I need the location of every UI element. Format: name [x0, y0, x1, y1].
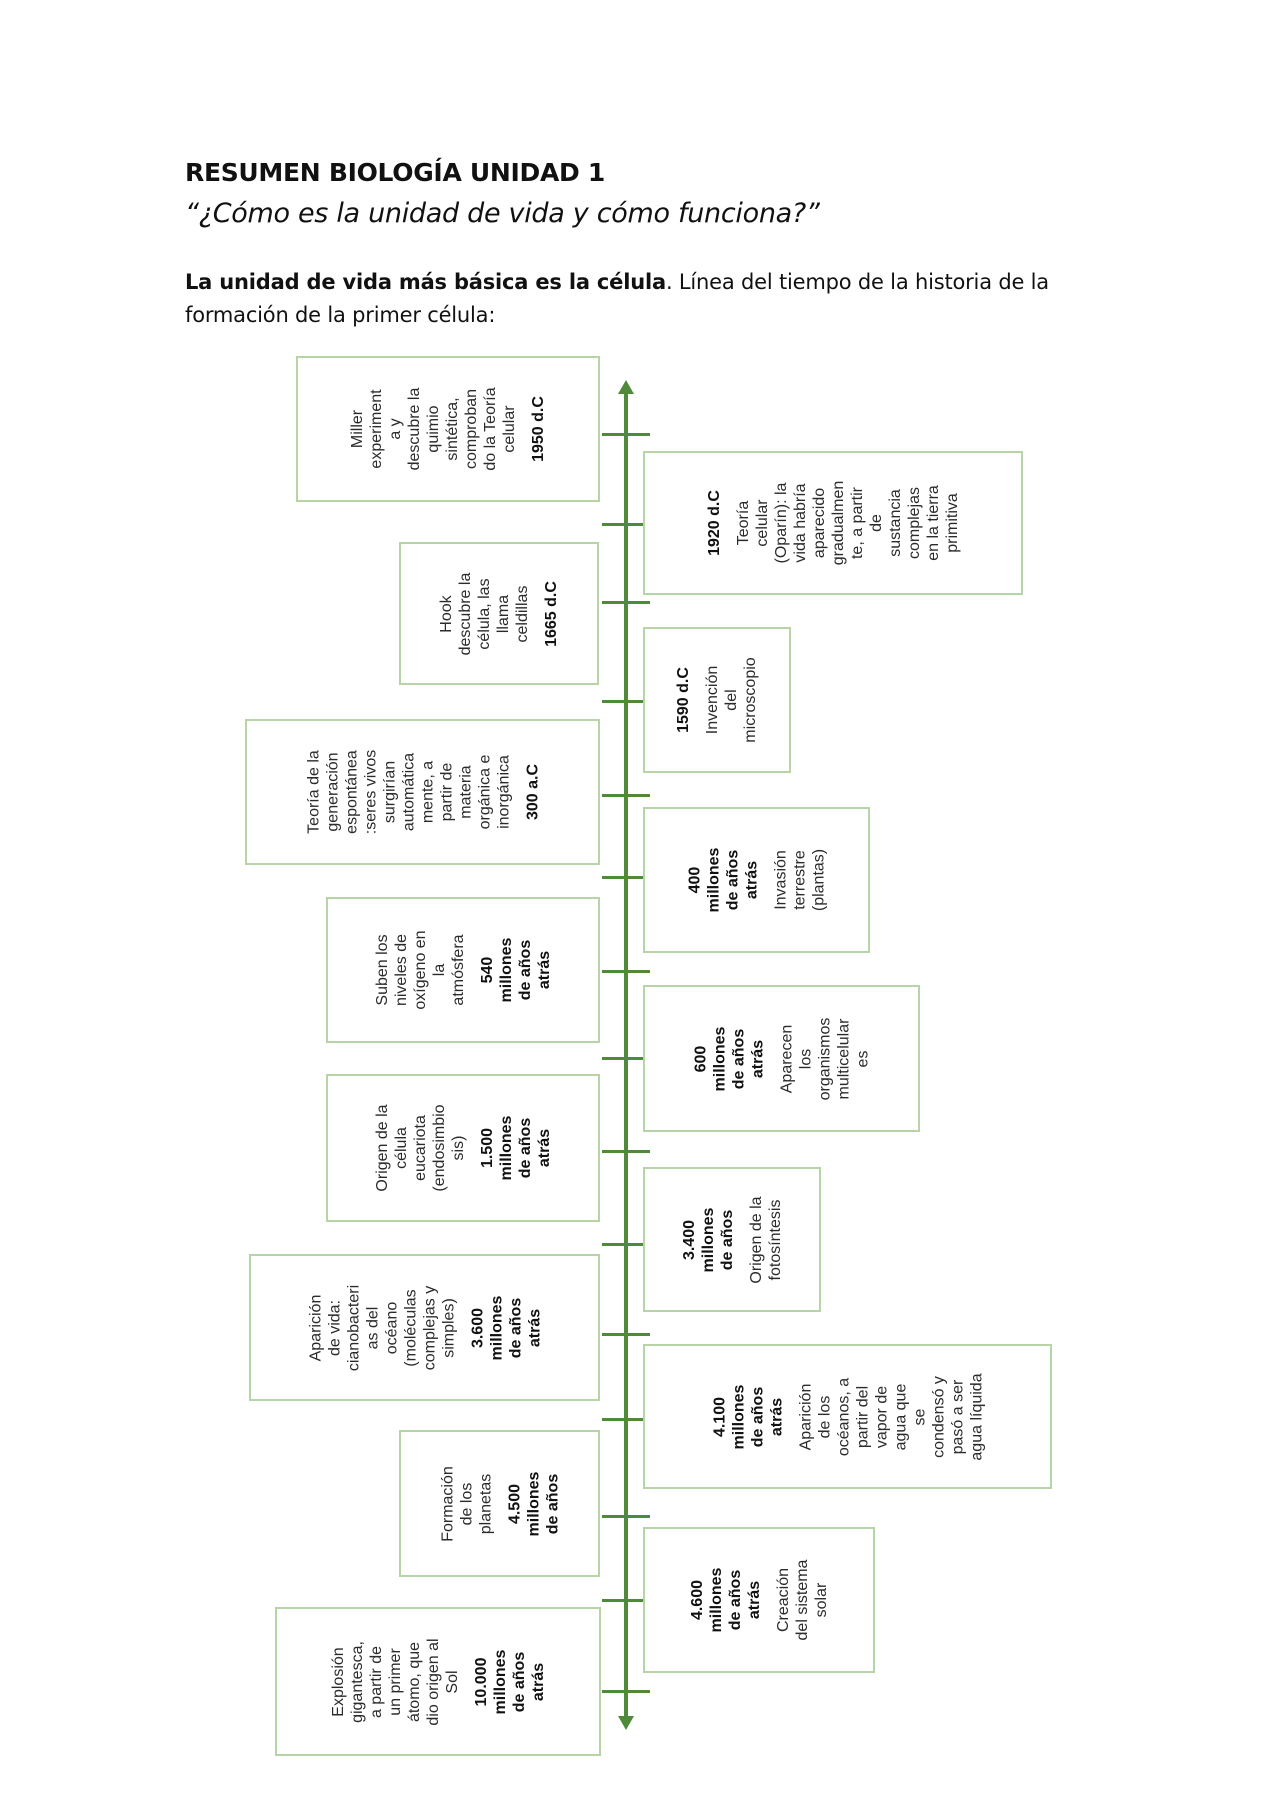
- axis-arrow-up-icon: [618, 380, 634, 394]
- event-desc-line: surgirían: [380, 760, 398, 824]
- event-date-line: de años: [726, 1569, 744, 1631]
- event-date-line: atrás: [529, 1662, 547, 1701]
- timeline-tick: [602, 1515, 650, 1518]
- timeline-tick: [602, 1150, 650, 1153]
- event-desc-line: orgánica e: [475, 754, 493, 830]
- event-desc-line: vida habría: [791, 483, 809, 563]
- timeline-event-card: [399, 1430, 600, 1577]
- event-desc-line: aparecido: [810, 487, 828, 559]
- event-desc-line: se: [910, 1408, 928, 1425]
- event-date-line: de años: [516, 1117, 534, 1179]
- event-date-line: 10.000: [472, 1657, 490, 1706]
- event-date-line: 3.600: [468, 1307, 486, 1348]
- event-desc-line: célula: [392, 1127, 410, 1169]
- event-desc-line: oxígeno en: [411, 930, 429, 1010]
- event-date-line: de años: [718, 1209, 736, 1270]
- timeline-event-card: [296, 356, 600, 502]
- event-desc-line: Aparecen: [778, 1024, 795, 1093]
- event-desc-line: océanos, a: [834, 1377, 852, 1456]
- event-text: [404, 547, 594, 680]
- event-desc-line: Aparición: [306, 1294, 324, 1361]
- event-desc-line: celdillas: [514, 585, 531, 642]
- event-date-line: 1920 d.C: [705, 490, 723, 556]
- event-desc-line: dio origen al: [424, 1637, 442, 1726]
- event-desc-line: celular: [501, 405, 518, 453]
- event-desc-line: del: [723, 689, 740, 711]
- event-desc-line: agua líquida: [967, 1372, 985, 1461]
- event-desc-line: cianobacteri: [344, 1284, 362, 1371]
- event-desc-line: vapor de: [872, 1385, 890, 1448]
- event-text: [648, 1349, 1047, 1484]
- event-date-line: millones: [705, 847, 722, 913]
- event-desc-line: generación: [323, 752, 341, 832]
- event-text: [331, 1079, 595, 1217]
- event-desc-line: pasó a ser: [948, 1379, 966, 1454]
- event-desc-line: océano: [382, 1301, 400, 1354]
- event-date-line: atrás: [525, 1308, 543, 1347]
- event-desc-line: los: [797, 1048, 814, 1069]
- event-date-line: de años: [510, 1651, 528, 1712]
- event-date-line: 3.400: [680, 1219, 698, 1260]
- event-desc-line: del sistema: [793, 1559, 811, 1641]
- event-desc-line: (endosimbio: [430, 1104, 448, 1192]
- event-date-line: 1665 d.C: [543, 580, 560, 647]
- intro-rest: . Línea del tiempo de la historia de la formación de la primer célula:: [185, 270, 1049, 327]
- event-desc-line: Hook: [438, 594, 455, 633]
- event-desc-line: do la Teoría: [482, 387, 499, 471]
- event-text: [648, 812, 865, 948]
- timeline-event-card: [643, 1344, 1052, 1489]
- event-desc-line: fotosíntesis: [766, 1199, 784, 1280]
- event-desc-line: descubre la: [457, 572, 474, 655]
- page-title: RESUMEN BIOLOGÍA UNIDAD 1: [185, 158, 605, 187]
- event-desc-line: gigantesca,: [348, 1640, 366, 1723]
- event-desc-line: agua que: [891, 1383, 909, 1450]
- timeline-event-card: [643, 985, 920, 1132]
- event-date-line: de años: [730, 1028, 747, 1089]
- timeline-event-card: [245, 719, 600, 865]
- event-date-line: millones: [707, 1567, 725, 1633]
- event-desc-line: sustancia: [886, 489, 904, 557]
- event-desc-line: mente, a: [418, 760, 436, 824]
- event-desc-line: Origen de la: [747, 1195, 765, 1284]
- event-desc-line: llama: [495, 594, 512, 633]
- event-desc-line: partir de: [437, 762, 455, 822]
- event-desc-line: un primer: [386, 1647, 404, 1716]
- event-text: [648, 456, 1018, 590]
- timeline-event-card: [643, 807, 870, 953]
- event-desc-line: Suben los: [373, 934, 391, 1006]
- event-desc-line: de: [867, 514, 885, 532]
- event-date-line: millones: [711, 1026, 728, 1091]
- event-date-line: 600: [692, 1045, 709, 1072]
- event-date-line: 300 a.C: [523, 763, 541, 821]
- event-text: [301, 361, 595, 497]
- event-date-line: millones: [729, 1384, 747, 1449]
- event-desc-line: sintética,: [444, 397, 461, 461]
- event-desc-line: eucariota: [411, 1115, 429, 1181]
- event-text: [648, 632, 786, 768]
- event-desc-line: celular: [753, 499, 771, 547]
- event-desc-line: automática: [399, 752, 417, 832]
- event-desc-line: a partir de: [367, 1645, 385, 1718]
- timeline-event-card: [275, 1607, 601, 1756]
- event-desc-line: (Oparín): la: [772, 482, 790, 564]
- event-date-line: millones: [487, 1295, 505, 1360]
- event-date-line: 1950 d.C: [530, 396, 547, 462]
- event-desc-line: :seres vivos: [361, 749, 379, 835]
- event-desc-line: complejas: [905, 486, 923, 560]
- timeline-event-card: [326, 1074, 600, 1222]
- event-desc-line: Explosión: [329, 1646, 347, 1717]
- event-desc-line: la: [430, 963, 448, 977]
- event-desc-line: célula, las: [476, 577, 493, 650]
- page-subtitle: “¿Cómo es la unidad de vida y cómo funciona?”: [185, 198, 820, 229]
- event-date-line: millones: [497, 1115, 515, 1181]
- event-desc-line: Invención: [704, 665, 721, 735]
- event-date-line: millones: [524, 1471, 542, 1536]
- timeline-tick: [602, 970, 650, 973]
- event-text: [648, 990, 915, 1127]
- timeline-axis: [624, 390, 628, 1720]
- timeline-event-card: [643, 1527, 875, 1673]
- intro-bold: La unidad de vida más básica es la célula: [185, 270, 666, 294]
- event-desc-line: simples): [439, 1297, 457, 1358]
- event-date-line: 1.500: [478, 1127, 496, 1169]
- event-desc-line: solar: [812, 1582, 830, 1618]
- timeline-tick: [602, 1333, 650, 1336]
- event-desc-line: niveles de: [392, 933, 410, 1007]
- event-date-line: atrás: [767, 1397, 785, 1436]
- timeline-event-card: [326, 897, 600, 1043]
- event-date-line: 400: [686, 866, 703, 894]
- event-desc-line: Aparición: [796, 1383, 814, 1450]
- event-date-line: atrás: [745, 1580, 763, 1620]
- event-desc-line: de vida:: [325, 1299, 343, 1356]
- event-desc-line: partir del: [853, 1385, 871, 1448]
- event-desc-line: Creación: [774, 1567, 792, 1633]
- event-date-line: 4.100: [710, 1396, 728, 1437]
- event-desc-line: as del: [363, 1306, 381, 1349]
- timeline-event-card: [249, 1254, 600, 1401]
- event-desc-line: quimio: [425, 405, 442, 453]
- event-text: [648, 1172, 816, 1307]
- timeline-event-card: [643, 451, 1023, 595]
- event-date-line: 1590 d.C: [675, 667, 692, 733]
- timeline-tick: [602, 1690, 650, 1693]
- event-desc-line: complejas y: [420, 1285, 438, 1370]
- event-desc-line: de los: [457, 1482, 475, 1525]
- event-desc-line: condensó y: [929, 1375, 947, 1458]
- event-desc-line: Invasión: [772, 850, 789, 910]
- event-desc-line: en la tierra: [924, 485, 942, 561]
- event-desc-line: a y: [387, 418, 404, 440]
- event-desc-line: microscopio: [742, 657, 759, 743]
- event-desc-line: espontánea: [342, 750, 360, 834]
- event-date-line: millones: [491, 1649, 509, 1714]
- event-date-line: de años: [506, 1297, 524, 1358]
- event-text: [648, 1532, 870, 1668]
- event-desc-line: terrestre: [791, 850, 808, 910]
- timeline-event-card: [399, 542, 599, 685]
- event-desc-line: organismos: [816, 1017, 833, 1100]
- timeline-tick: [602, 794, 650, 797]
- event-desc-line: comproban: [463, 388, 480, 470]
- event-date-line: de años: [724, 849, 741, 911]
- event-date-line: de años: [516, 939, 534, 1001]
- event-desc-line: átomo, que: [405, 1641, 423, 1722]
- event-date-line: de años: [748, 1386, 766, 1447]
- event-desc-line: Origen de la: [373, 1104, 391, 1192]
- timeline-tick: [602, 433, 650, 436]
- event-text: [331, 902, 595, 1038]
- event-desc-line: Teoría de la: [304, 750, 322, 834]
- event-desc-line: atmósfera: [449, 934, 467, 1006]
- axis-arrow-down-icon: [618, 1716, 634, 1730]
- event-text: [280, 1612, 596, 1751]
- event-desc-line: de los: [815, 1395, 833, 1438]
- event-date-line: millones: [497, 937, 515, 1003]
- event-desc-line: Sol: [443, 1669, 461, 1694]
- event-desc-line: descubre la: [406, 387, 423, 471]
- timeline-event-card: [643, 1167, 821, 1312]
- event-desc-line: primitiva: [943, 493, 961, 553]
- event-desc-line: sis): [449, 1135, 467, 1161]
- event-desc-line: (moléculas: [401, 1288, 419, 1367]
- timeline-event-card: [643, 627, 791, 773]
- event-date-line: atrás: [535, 950, 553, 990]
- event-desc-line: experiment: [368, 389, 385, 469]
- event-text: [250, 724, 595, 860]
- event-desc-line: gradualmen: [829, 480, 847, 566]
- timeline-tick: [602, 601, 650, 604]
- event-date-line: de años: [543, 1473, 561, 1534]
- event-date-line: 4.500: [505, 1483, 523, 1524]
- event-desc-line: Miller: [349, 409, 366, 449]
- event-text: [404, 1435, 595, 1572]
- event-desc-line: materia: [456, 765, 474, 819]
- event-date-line: millones: [699, 1207, 717, 1272]
- event-desc-line: Formación: [438, 1465, 456, 1542]
- event-desc-line: multicelular: [835, 1018, 852, 1099]
- event-desc-line: (plantas): [810, 848, 827, 912]
- event-desc-line: inorgánica: [494, 755, 512, 829]
- event-date-line: atrás: [743, 860, 760, 900]
- event-date-line: 540: [478, 956, 496, 984]
- event-desc-line: te, a partir: [848, 486, 866, 560]
- event-date-line: atrás: [535, 1128, 553, 1168]
- event-date-line: 4.600: [688, 1579, 706, 1621]
- event-date-line: atrás: [749, 1039, 766, 1078]
- event-desc-line: planetas: [476, 1473, 494, 1534]
- event-desc-line: Teoría: [734, 500, 752, 546]
- event-text: [254, 1259, 595, 1396]
- event-desc-line: es: [854, 1050, 871, 1067]
